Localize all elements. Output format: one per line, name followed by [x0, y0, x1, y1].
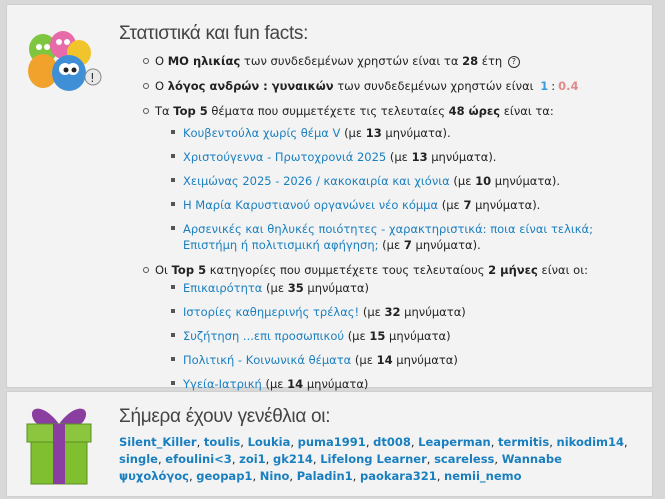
user-link[interactable]: paokara321: [359, 469, 437, 483]
user-link[interactable]: dt008: [373, 435, 411, 449]
category-link[interactable]: Επικαιρότητα: [183, 281, 263, 295]
category-list-item: Υγεία-Ιατρική (με 14 μηνύματα): [155, 376, 649, 392]
ratio-men: 1: [540, 79, 549, 93]
topic-list-item: Χειμώνας 2025 - 2026 / κακοκαιρία και χιόνια (με 10 μηνύματα).: [155, 173, 649, 189]
help-icon[interactable]: ?: [508, 56, 520, 68]
user-link[interactable]: nikodim14: [556, 435, 625, 449]
user-link[interactable]: Wannabe ψυχολόγος: [119, 452, 562, 483]
user-link[interactable]: Silent_Killer: [119, 435, 197, 449]
topic-link[interactable]: Αρσενικές και θηλυκές ποιότητες - χαρακτηριστικά: ποια είναι τελικά; Επιστήμη ή πολιτισμική αφήγηση;: [183, 222, 594, 252]
topic-list-item: Κουβεντούλα χωρίς θέμα V (με 13 μηνύματα).: [155, 125, 649, 141]
birthdays-panel: [6, 391, 653, 497]
chat-bubbles-icon: [21, 27, 103, 93]
ratio-women: 0.4: [558, 79, 579, 93]
topic-list-item: Αρσενικές και θηλυκές ποιότητες - χαρακτηριστικά: ποια είναι τελικά; Επιστήμη ή πολιτισμική αφήγηση; (με 7 μηνύματα).: [155, 221, 649, 253]
user-link[interactable]: Nino: [259, 469, 290, 483]
top-topics-item: Τα Top 5 θέματα που συμμετέχετε τις τελευταίες 48 ώρες είναι τα: Κουβεντούλα χωρίς θέμα V (με 13 μηνύματα). Χριστούγεννα - Πρωτοχρονιά 2025 (με 13 μηνύματα). Χειμώνας 2025 - 2026 / κακοκαιρία και χιόνια (με 10 μηνύματα). Η Μαρία Καρυστιανού οργανώνει νέο κόμμα (με 7 μηνύματα). Αρσενικές και θηλυκές ποιότητες - χαρακτηριστικά: ποια είναι τελικά; Επιστήμη ή πολιτισμική αφήγηση; (με 7 μηνύματα).: [141, 103, 649, 253]
topic-list-item: Χριστούγεννα - Πρωτοχρονιά 2025 (με 13 μηνύματα).: [155, 149, 649, 165]
user-link[interactable]: gk214: [272, 452, 313, 466]
topic-link[interactable]: Χειμώνας 2025 - 2026 / κακοκαιρία και χιόνια: [183, 174, 450, 188]
svg-text:!: !: [90, 71, 95, 85]
category-list-item: Ιστορίες καθημερινής τρέλας! (με 32 μηνύματα): [155, 304, 649, 320]
category-link[interactable]: Υγεία-Ιατρική: [183, 377, 262, 391]
user-link[interactable]: termitis: [498, 435, 550, 449]
avg-age-item: Ο ΜΟ ηλικίας των συνδεδεμένων χρηστών είναι τα 28 έτη ?: [141, 53, 649, 69]
user-link[interactable]: geopap1: [196, 469, 253, 483]
user-link[interactable]: nemii_nemo: [444, 469, 522, 483]
birthday-users: Silent_Killer, toulis, Loukia, puma1991, dt008, Leaperman, termitis, nikodim14, single, efoulini<3, zoi1, gk214, Lifelong Learner, scareless, Wannabe ψυχολόγος, geopap1, Nino, Paladin1, paokara321, nemii_nemo: [119, 435, 628, 483]
gender-ratio-item: Ο λόγος ανδρών : γυναικών των συνδεδεμένων χρηστών είναι 1 : 0.4: [141, 78, 649, 94]
category-list-item: Συζήτηση ...επι προσωπικού (με 15 μηνύματα): [155, 328, 649, 344]
topic-link[interactable]: Κουβεντούλα χωρίς θέμα V: [183, 126, 341, 140]
topic-link[interactable]: Η Μαρία Καρυστιανού οργανώνει νέο κόμμα: [183, 198, 439, 212]
user-link[interactable]: single: [119, 452, 158, 466]
user-link[interactable]: toulis: [203, 435, 241, 449]
user-link[interactable]: puma1991: [297, 435, 366, 449]
user-link[interactable]: efoulini<3: [165, 452, 232, 466]
category-link[interactable]: Πολιτική - Κοινωνικά θέματα: [183, 353, 352, 367]
stats-title: Στατιστικά και fun facts:: [119, 23, 309, 44]
category-list-item: Πολιτική - Κοινωνικά θέματα (με 14 μηνύματα): [155, 352, 649, 368]
user-link[interactable]: Paladin1: [296, 469, 353, 483]
category-list-item: Επικαιρότητα (με 35 μηνύματα): [155, 280, 649, 296]
user-link[interactable]: scareless: [434, 452, 495, 466]
user-link[interactable]: Leaperman: [418, 435, 491, 449]
user-link[interactable]: Lifelong Learner: [320, 452, 427, 466]
stats-content: [141, 53, 649, 401]
user-link[interactable]: zoi1: [239, 452, 266, 466]
topic-list-item: Η Μαρία Καρυστιανού οργανώνει νέο κόμμα (με 7 μηνύματα).: [155, 197, 649, 213]
category-link[interactable]: Ιστορίες καθημερινής τρέλας!: [183, 305, 360, 319]
gift-box-icon: [21, 398, 97, 488]
category-link[interactable]: Συζήτηση ...επι προσωπικού: [183, 329, 345, 343]
stats-panel: [6, 4, 653, 391]
user-link[interactable]: Loukia: [247, 435, 291, 449]
birthdays-title: Σήμερα έχουν γενέθλια οι:: [119, 406, 331, 427]
topic-link[interactable]: Χριστούγεννα - Πρωτοχρονιά 2025: [183, 150, 387, 164]
top-categories-item: Οι Top 5 κατηγορίες που συμμετέχετε τους τελευταίους 2 μήνες είναι οι: Επικαιρότητα (με 35 μηνύματα) Ιστορίες καθημερινής τρέλας! (με 32 μηνύματα) Συζήτηση ...επι προσωπικού (με 15 μηνύματα) Πολιτική - Κοινωνικά θέματα (με 14 μηνύματα) Υγεία-Ιατρική (με 14 μηνύματα): [141, 262, 649, 392]
